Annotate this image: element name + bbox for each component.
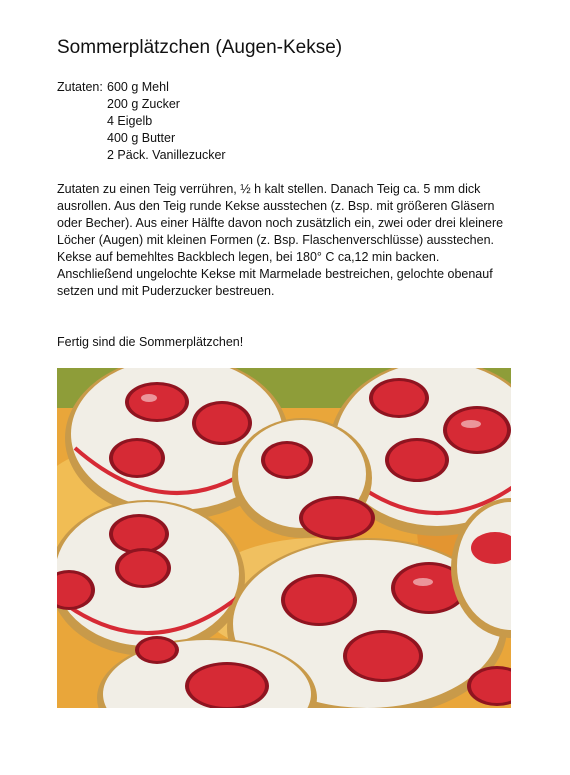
ingredients-label: Zutaten: [57,80,103,94]
cookie [57,500,245,656]
ingredient-item: 4 Eigelb [107,114,153,128]
instruction-paragraph: Kekse auf bemehltes Backblech legen, bei 180° C ca,12 min backen. Anschließend ungelochte Kekse mit Marmelade bestreichen, gelochte obenauf setzen und mit Puderzucker bestreuen. [57,250,493,298]
cookie-illustration [57,368,511,708]
instructions-section [57,181,517,300]
closing-line: Fertig sind die Sommerplätzchen! [57,335,244,349]
ingredient-item: 2 Päck. Vanillezucker [107,148,226,162]
ingredient-item: 200 g Zucker [107,97,180,111]
cookie-photo [57,368,511,708]
recipe-title: Sommerplätzchen (Augen-Kekse) [57,37,343,58]
ingredient-item: 600 g Mehl [107,80,169,94]
ingredient-item: 400 g Butter [107,131,176,145]
ingredients-list [107,79,226,164]
instruction-paragraph: Zutaten zu einen Teig verrühren, ½ h kalt stellen. Danach Teig ca. 5 mm dick ausrollen. Aus den Teig runde Kekse ausstechen (z. Bsp. mit größeren Gläsern oder Becher). Aus einer Hälfte davon noch zusätzlich ein, zwei oder drei kleinere Löcher (Augen) mit kleinen Formen (z. Bsp. Flaschenverschlüsse) ausstechen. [57,182,504,247]
